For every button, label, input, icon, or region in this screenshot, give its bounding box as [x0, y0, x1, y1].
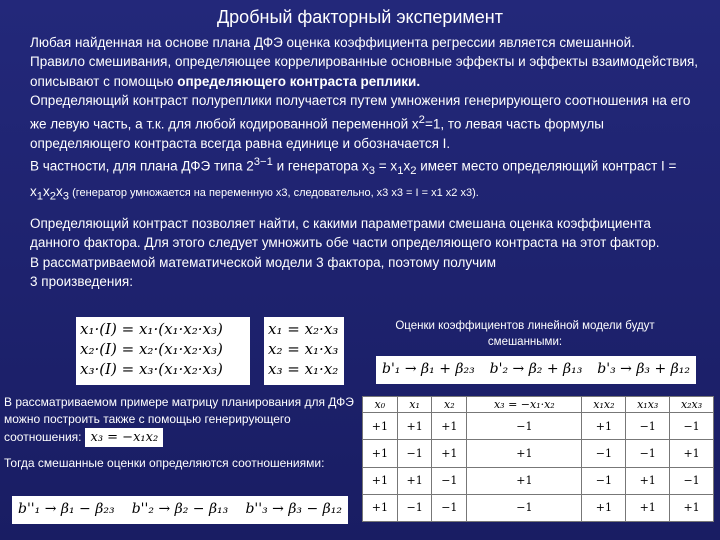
generator-formula: x₃ = −x₁x₂	[85, 428, 163, 447]
planning-table	[362, 396, 714, 522]
sup: 3−1	[253, 155, 273, 168]
table-cell: −1	[397, 494, 432, 521]
formula-line: x₁·(I) = x₁·(x₁·x₂·x₃)	[80, 320, 223, 338]
table-cell: +1	[626, 467, 670, 494]
table-row	[363, 440, 714, 467]
alternative-generator-note	[4, 394, 358, 472]
text-span: и генератора x	[272, 158, 369, 174]
sub: 1	[397, 165, 404, 178]
text-line	[30, 91, 700, 153]
table-cell: +1	[363, 440, 398, 467]
alt-estimates-formula-box	[12, 496, 348, 524]
text-line: В рассматриваемой математической модели 3 фактора, поэтому получим	[30, 254, 496, 270]
table-cell: +1	[582, 494, 626, 521]
formula-line: x₁ = x₂·x₃	[268, 320, 339, 338]
table-cell: −1	[626, 413, 670, 440]
text-span: (генератор умножается на переменную x3, следовательно, x3 x3 = I = x1 x2 x3).	[69, 186, 479, 199]
table-cell: −1	[397, 440, 432, 467]
table-cell: +1	[670, 440, 714, 467]
formula-line: x₂·(I) = x₂·(x₁·x₂·x₃)	[80, 340, 223, 358]
sup: 2	[418, 113, 425, 126]
table-cell: −1	[467, 413, 582, 440]
text-span: В частности, для плана ДФЭ типа 2	[30, 158, 254, 174]
table-cell: +1	[363, 467, 398, 494]
table-cell: +1	[626, 494, 670, 521]
table-cell: +1	[363, 494, 398, 521]
text-span: x	[56, 183, 63, 199]
text-line	[30, 153, 700, 207]
formula-line: x₃·(I) = x₃·(x₁·x₂·x₃)	[80, 360, 223, 378]
formula-item: b'₃ → β₃ + β₁₂	[597, 361, 690, 377]
table-row	[363, 494, 714, 521]
sub: 3	[62, 190, 70, 203]
intro-paragraph	[30, 33, 700, 207]
text-span: =1, то левая часть формулы определяющего контраста всегда равна единице и обозначается I.	[30, 116, 604, 151]
text-line: Любая найденная на основе плана ДФЭ оценка коэффициента регрессии является смешанной.	[30, 35, 635, 50]
table-row	[363, 467, 714, 494]
bold-term: определяющего контраста реплики.	[177, 73, 421, 89]
table-cell: +1	[467, 467, 582, 494]
table-cell: −1	[467, 494, 582, 521]
aliases-formula-box	[264, 317, 344, 385]
formula-item: b''₂ → β₂ − β₁₃	[131, 501, 229, 517]
table-header-row	[363, 397, 714, 413]
table-cell: +1	[397, 467, 432, 494]
products-formula-box	[76, 317, 250, 385]
column-header: x₂	[432, 397, 467, 413]
table-cell: −1	[626, 440, 670, 467]
text-span: имеет место определяющий контраст I = x	[30, 158, 677, 199]
table-cell: +1	[397, 413, 432, 440]
formula-item: b'₂ → β₂ + β₁₃	[489, 361, 583, 377]
formula-item: b'₁ → β₁ + β₂₃	[382, 361, 475, 377]
text-line	[4, 394, 358, 447]
formula-line: x₃ = x₁·x₂	[268, 360, 339, 378]
column-header: x₁x₃	[626, 397, 670, 413]
column-header: x₃ = −x₁·x₂	[467, 397, 582, 413]
estimates-caption: Оценки коэффициентов линейной модели будут смешанными:	[395, 320, 655, 348]
estimates-formula-box	[376, 356, 696, 384]
text-line: Тогда смешанные оценки определяются соотношениями:	[4, 456, 325, 470]
sub: 2	[410, 165, 417, 178]
table-cell: −1	[670, 467, 714, 494]
column-header: x₂x₃	[670, 397, 714, 413]
slide-title: Дробный факторный эксперимент	[216, 7, 503, 27]
table-cell: +1	[432, 440, 467, 467]
text-line: Определяющий контраст позволяет найти, с какими параметрами смешана оценка коэффициента данного фактора. Для этого следует умножить обе части определяющего контраста на этот фактор.	[30, 216, 660, 251]
text-span: Определяющий контраст полуреплики получается путем умножения генерирующего соотношения на его же левую часть, а т.к. для любой кодированной переменной x	[30, 93, 691, 132]
text-line	[30, 52, 700, 91]
table-cell: −1	[582, 467, 626, 494]
text-span: x	[43, 183, 50, 199]
sub: 1	[36, 190, 44, 203]
text-line: 3 произведения:	[30, 274, 133, 290]
contrast-paragraph	[30, 214, 700, 292]
planning-matrix	[362, 396, 714, 522]
table-row	[363, 413, 714, 440]
table-cell: +1	[432, 413, 467, 440]
table-cell: −1	[582, 440, 626, 467]
table-cell: −1	[432, 494, 467, 521]
table-cell: −1	[670, 413, 714, 440]
formula-line: x₂ = x₁·x₃	[268, 340, 339, 358]
column-header: x₀	[363, 397, 398, 413]
text-span: В рассматриваемом примере матрицу планирования для ДФЭ можно построить также с помощью генерирующего соотношения:	[4, 395, 354, 444]
formula-item: b''₁ → β₁ − β₂₃	[18, 501, 115, 517]
table-cell: +1	[363, 413, 398, 440]
column-header: x₁x₂	[582, 397, 626, 413]
sub: 3	[368, 165, 376, 178]
column-header: x₁	[397, 397, 432, 413]
table-cell: +1	[467, 440, 582, 467]
formula-item: b''₃ → β₃ − β₁₂	[245, 501, 342, 517]
text-span: = x	[375, 158, 398, 174]
sub: 2	[49, 190, 57, 203]
table-cell: +1	[582, 413, 626, 440]
table-cell: −1	[432, 467, 467, 494]
text-span: x	[403, 158, 411, 174]
table-cell: +1	[670, 494, 714, 521]
text-span: Правило смешивания, определяющее коррелированные основные эффекты и эффекты взаимодействия, описывают с помощью	[30, 54, 699, 89]
